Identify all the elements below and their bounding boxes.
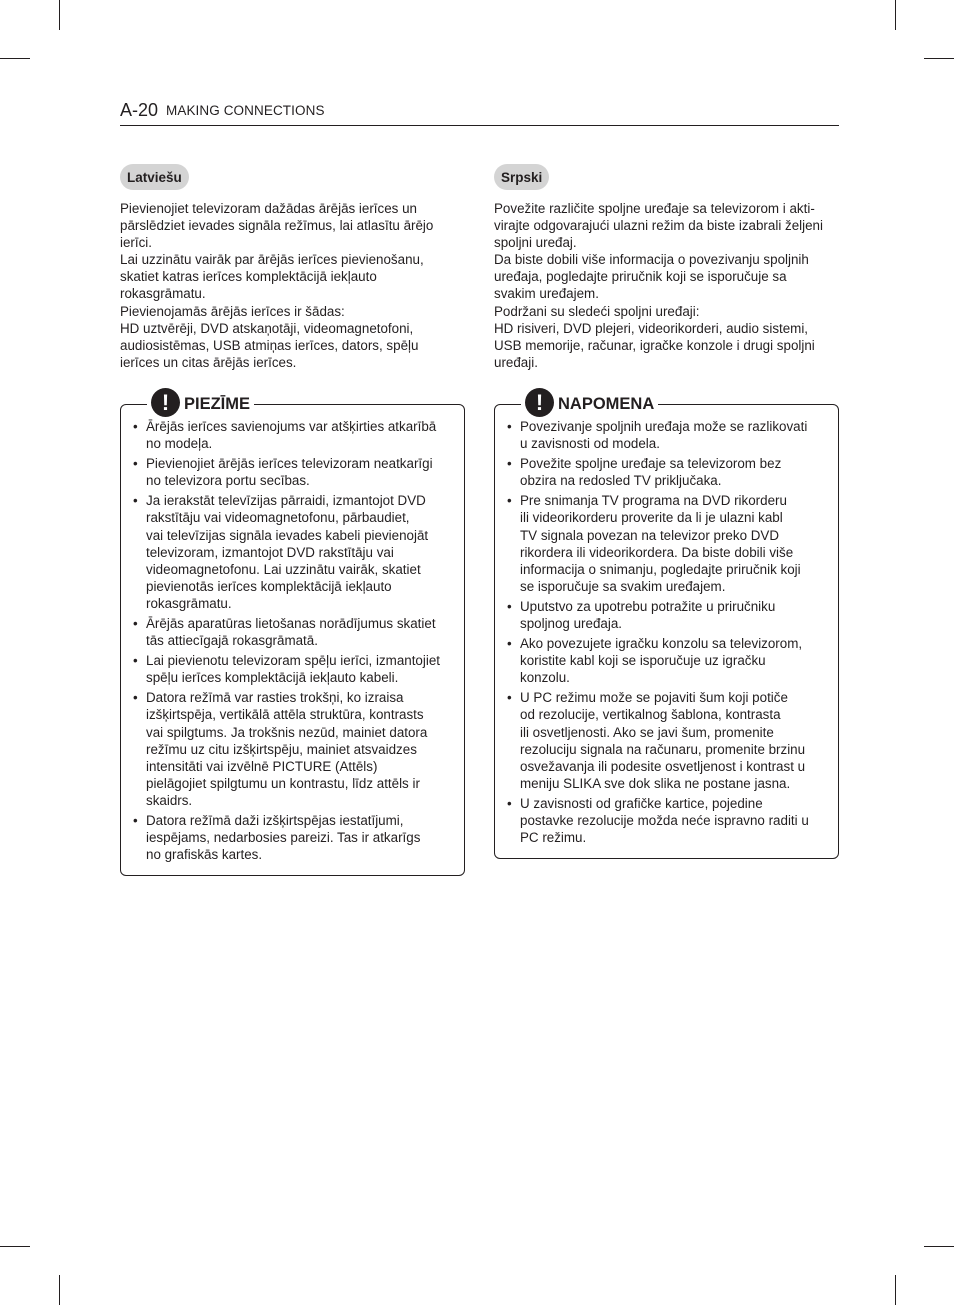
note-item: • Ja ierakstāt televīzijas pārraidi, izmantojot DVD rakstītāju vai videomagnetofonu, pārbaudiet, vai televīzijas signāla ievades kabeli pievienojāt televizoram, izmantojot DVD rakstītāju vai videomagnetofonu. Lai uzzinātu vairāk, skatiet pievienotās ierīces komplektācijā iekļauto rokasgrāmatu. [133, 492, 452, 612]
note-header [147, 388, 254, 418]
exclamation-icon: ! [151, 388, 180, 417]
note-item: • Povežite spoljne uređaje sa televizorom bez obzira na redosled TV priključaka. [507, 455, 826, 489]
crop-mark [59, 1275, 60, 1305]
page-number: A-20 [120, 100, 159, 120]
note-title: PIEZĪME [184, 395, 251, 414]
crop-mark [0, 58, 30, 59]
column-serbian [494, 164, 839, 859]
note-item: • Ārējās ierīces savienojums var atšķirties atkarībā no modeļa. [133, 418, 452, 452]
note-item: • Pievienojiet ārējās ierīces televizoram neatkarīgi no televizora portu secības. [133, 455, 452, 489]
note-header [521, 388, 658, 418]
crop-mark [895, 1275, 896, 1305]
language-tag-serbian: Srpski [494, 164, 549, 190]
page-header [120, 99, 839, 126]
crop-mark [895, 0, 896, 30]
note-item: • Lai pievienotu televizoram spēļu ierīci, izmantojiet spēļu ierīces komplektācijā iekļauto kabeli. [133, 652, 452, 686]
note-item: • Uputstvo za upotrebu potražite u priručniku spoljnog uređaja. [507, 598, 826, 632]
crop-mark [924, 58, 954, 59]
note-list-serbian [507, 418, 826, 846]
column-latvian [120, 164, 465, 876]
crop-mark [0, 1246, 30, 1247]
section-title: MAKING CONNECTIONS [166, 103, 325, 118]
intro-text-latvian: Pievienojiet televizoram dažādas ārējās ierīces un pārslēdziet ievades signāla režīmus, lai atlasītu ārējo ierīci. Lai uzzinātu vairāk par ārējās ierīces pievienošanu, skatiet katras ierīces komplektācijā iekļauto rokasgrāmatu. Pievienojamās ārējās ierīces ir šādas: HD uztvērēji, DVD atskaņotāji, videomagnetofoni, audiosistēmas, USB atmiņas ierīces, dators, spēļu ierīces un citas ārējās ierīces. [120, 201, 434, 370]
note-item: • U PC režimu može se pojaviti šum koji potiče od rezolucije, vertikalnog šablona, kontrasta ili osvetljenosti. Ako se javi šum, promenite rezoluciju signala na računaru, promenite brzinu osvežavanja ili podesite osvetljenost i kontrast u meniju SLIKA sve dok slika ne postane jasna. [507, 689, 826, 792]
note-box-serbian [494, 390, 839, 859]
note-item: • Ārējās aparatūras lietošanas norādījumus skatiet tās attiecīgajā rokasgrāmatā. [133, 615, 452, 649]
note-item: • U zavisnosti od grafičke kartice, pojedine postavke rezolucije možda neće ispravno raditi u PC režimu. [507, 795, 826, 846]
crop-mark [59, 0, 60, 30]
note-box-latvian [120, 390, 465, 876]
intro-text-serbian: Povežite različite spoljne uređaje sa televizorom i akti- virajte odgovarajući ulazni režim da biste izabrali željeni spoljni uređaj. Da biste dobili više informacija o povezivanju spoljnih uređaja, pogledajte priručnik koji se isporučuje sa svakim uređajem. Podržani su sledeći spoljni uređaji: HD risiveri, DVD plejeri, videorikorderi, audio sistemi, USB memorije, računar, igračke konzole i drugi spoljni uređaji. [494, 201, 823, 370]
note-item: • Pre snimanja TV programa na DVD rikorderu ili videorikorderu proverite da li je ulazni kabl TV signala povezan na televizor preko DVD rikordera ili videorikordera. Da biste dobili više informacija o snimanju, pogledajte priručnik koji se isporučuje sa svakim uređajem. [507, 492, 826, 595]
language-tag-latvian: Latviešu [120, 164, 189, 190]
crop-mark [924, 1246, 954, 1247]
note-item: • Povezivanje spoljnih uređaja može se razlikovati u zavisnosti od modela. [507, 418, 826, 452]
note-list-latvian [133, 418, 452, 863]
note-item: • Ako povezujete igračku konzolu sa televizorom, koristite kabl koji se isporučuje uz igračku konzolu. [507, 635, 826, 686]
note-item: • Datora režīmā var rasties trokšņi, ko izraisa izšķirtspēja, vertikālā attēla struktūra, kontrasts vai spilgtums. Ja trokšnis nezūd, mainiet datora režīmu uz citu izšķirtspēju, mainiet atsvaidzes intensitāti vai izvēlnē PICTURE (Attēls) pielāgojiet spilgtumu un kontrastu, līdz attēls ir skaidrs. [133, 689, 452, 809]
note-item: • Datora režīmā daži izšķirtspējas iestatījumi, iespējams, nedarbosies pareizi. Tas ir atkarīgs no grafiskās kartes. [133, 812, 452, 863]
exclamation-icon: ! [525, 388, 554, 417]
note-title: NAPOMENA [558, 395, 655, 414]
